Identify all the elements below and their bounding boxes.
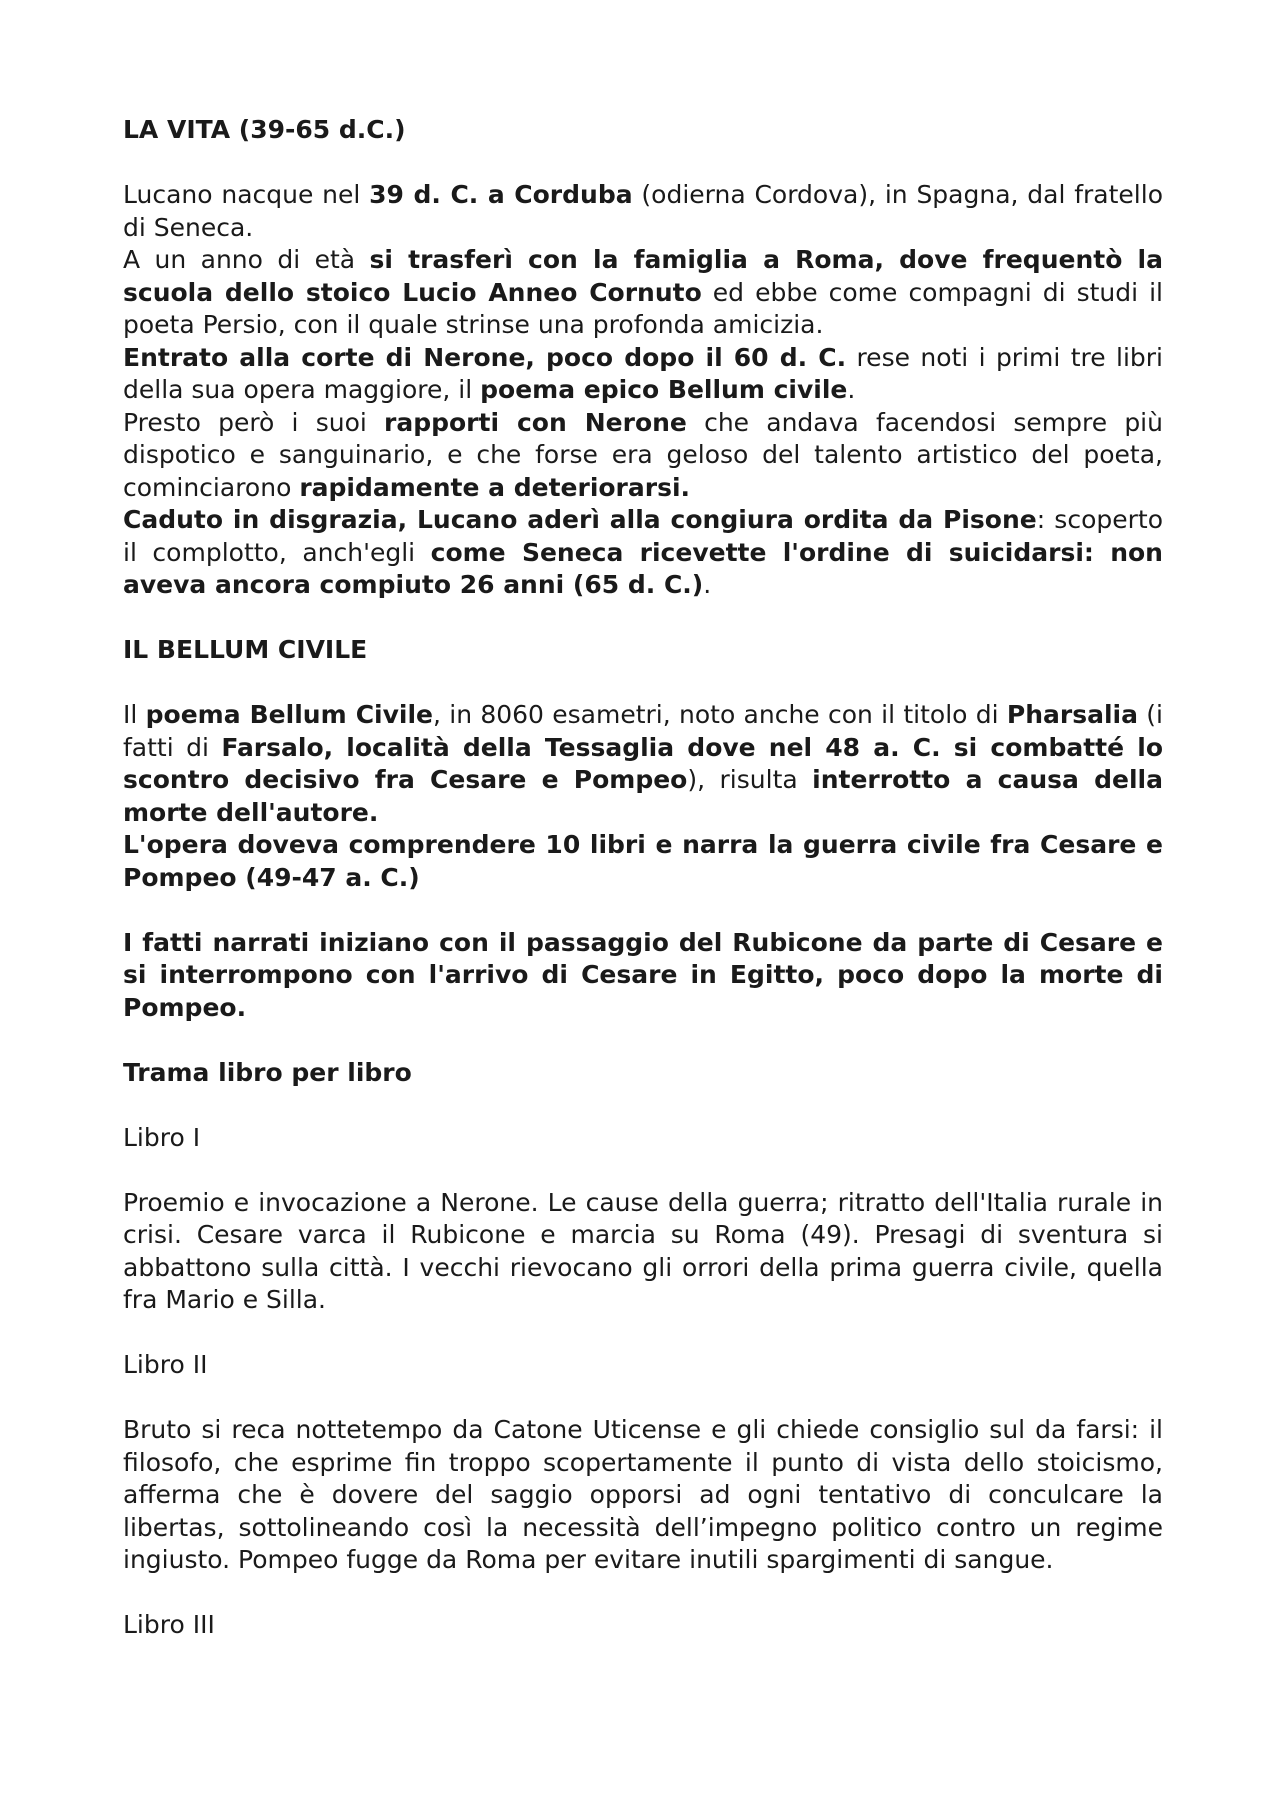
document-page xyxy=(123,114,1163,1642)
libro-2-text: Bruto si reca nottetempo da Catone Uticense e gli chiede consiglio sul da farsi: il filosofo, che esprime fin troppo scopertamente il punto di vista dello stoicismo, afferma che è dovere del saggio opporsi ad ogni tentativo di conculcare la libertas, sottolineando così la necessità dell’impegno politico contro un regime ingiusto. Pompeo fugge da Roma per evitare inutili spargimenti di sangue. xyxy=(123,1415,1163,1574)
vita-paragraph-birth: Lucano nacque nel 39 d. C. a Corduba (odierna Cordova), in Spagna, dal fratello di Seneca. xyxy=(123,180,1163,242)
libro-1-text: Proemio e invocazione a Nerone. Le cause della guerra; ritratto dell'Italia rurale in crisi. Cesare varca il Rubicone e marcia su Roma (49). Presagi di sventura si abbattono sulla città. I vecchi rievocano gli orrori della prima guerra civile, quella fra Mario e Silla. xyxy=(123,1187,1163,1314)
libro-2-title: Libro II xyxy=(123,1350,208,1379)
vita-paragraph-rome: A un anno di età si trasferì con la famiglia a Roma, dove frequentò la scuola dello stoico Lucio Anneo Cornuto ed ebbe come compagni di studi il poeta Persio, con il quale strinse una profonda amicizia. xyxy=(123,245,1163,339)
vita-heading: LA VITA (39-65 d.C.) xyxy=(123,115,406,144)
bellum-paragraph-books: L'opera doveva comprendere 10 libri e narra la guerra civile fra Cesare e Pompeo (49-47 a. C.) xyxy=(123,830,1163,892)
trama-heading: Trama libro per libro xyxy=(123,1057,412,1087)
vita-paragraph-nero: Presto però i suoi rapporti con Nerone che andava facendosi sempre più dispotico e sanguinario, e che forse era geloso del talento artistico del poeta, cominciarono rapidamente a deteriorarsi. xyxy=(123,407,1163,502)
bellum-heading: IL BELLUM CIVILE xyxy=(123,635,368,664)
libro-1-title: Libro I xyxy=(123,1122,201,1152)
bellum-paragraph-events: I fatti narrati iniziano con il passaggio del Rubicone da parte di Cesare e si interrompono con l'arrivo di Cesare in Egitto, poco dopo la morte di Pompeo. xyxy=(123,927,1163,1022)
libro-3-title: Libro III xyxy=(123,1610,215,1639)
vita-paragraph-court: Entrato alla corte di Nerone, poco dopo il 60 d. C. rese noti i primi tre libri della sua opera maggiore, il poema epico Bellum civile. xyxy=(123,342,1163,404)
vita-paragraph-death: Caduto in disgrazia, Lucano aderì alla congiura ordita da Pisone: scoperto il complotto, anch'egli come Seneca ricevette l'ordine di suicidarsi: non aveva ancora compiuto 26 anni (65 d. C.). xyxy=(123,505,1163,599)
bellum-paragraph-poem: Il poema Bellum Civile, in 8060 esametri, noto anche con il titolo di Pharsalia (i fatti di Farsalo, località della Tessaglia dove nel 48 a. C. si combatté lo scontro decisivo fra Cesare e Pompeo), risulta interrotto a causa della morte dell'autore. xyxy=(123,700,1164,827)
